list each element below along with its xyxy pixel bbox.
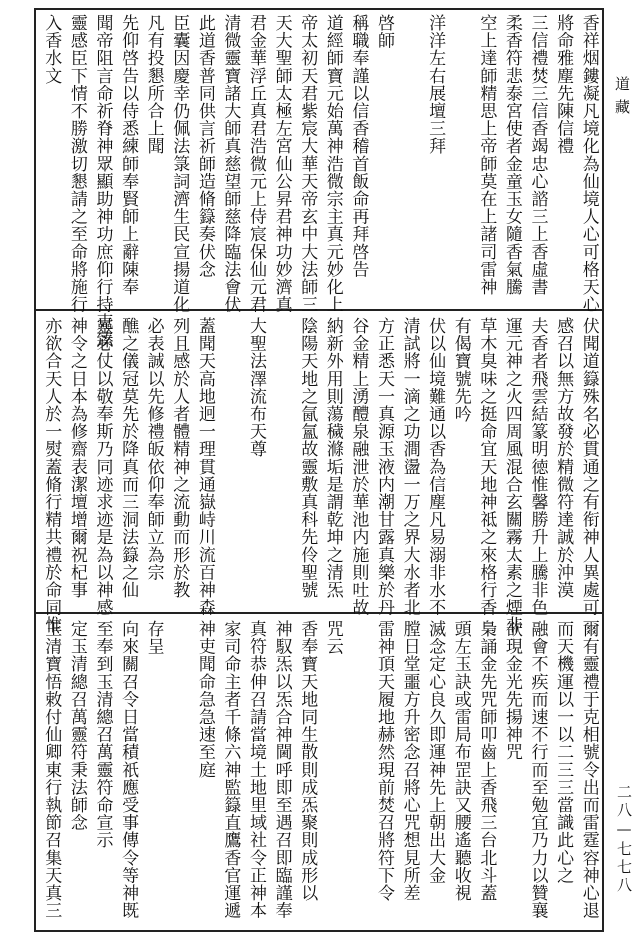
text-column: 草木臭味之挺命宜天地神祗之來格行香 — [476, 317, 497, 617]
text-column: 方正悉天一真源玉液内潮甘露真樂於丹 — [373, 317, 394, 617]
text-column: 香祥烟鏤凝凡境化為仙境人心可格天心 — [578, 14, 599, 314]
text-column: 梟誦金先咒師叩齒上香飛三台北斗蓋 — [476, 620, 497, 902]
side-label: 道藏 — [613, 76, 631, 122]
text-column: 臣囊因慶幸仍佩法箓詞濟生民宣揚道化 — [169, 14, 190, 314]
text-column: 入香水文 — [41, 14, 62, 85]
text-column: 玉清寶悟敕付仙卿東行執節召集天真三 — [41, 620, 62, 920]
text-column: 靈必仗以敬奉斯乃同迹求迹是為以神感 — [92, 317, 113, 617]
text-column: 融會不疾而速不行而至勉宜乃力以贊襄 — [527, 620, 548, 920]
text-column: 凡有投懇所合上聞 — [143, 14, 164, 155]
text-column: 此道香普同供言祈師造脩籙奏伏念 — [194, 14, 215, 278]
text-column: 洋洋左右展壇三拜 — [425, 14, 446, 155]
text-column: 欲現金光先揚神咒 — [501, 620, 522, 761]
text-column: 君金華浮丘真君浩微元上侍宸保仙元君 — [246, 14, 267, 314]
text-column: 天大聖師太極左宮仙公昇君神功妙濟真 — [271, 14, 292, 314]
text-column: 定玉清總召萬靈符秉法師念 — [66, 620, 87, 832]
text-column: 神令之日本為修齋表潔壇增爾祝杞事 — [66, 317, 87, 599]
panel-divider-top — [34, 309, 604, 311]
text-column: 滅念定心良久即運神先上朝出大金 — [425, 620, 446, 884]
text-column: 神馭炁以炁合神閫呼即至遇召即臨謹奉 — [271, 620, 292, 920]
text-column: 存呈 — [143, 620, 164, 656]
text-column: 真符恭伸召請當境土地里域社令正神本 — [246, 620, 267, 920]
text-column: 納新外用則蕩穢滌垢是謂乾坤之清炁 — [322, 317, 343, 599]
text-column: 靈感臣下情不勝激切懇請之至命將施行 — [66, 14, 87, 314]
text-column: 先仰啓告以侍悉練師奉賢師上辭陳奉 — [118, 14, 139, 296]
text-column: 膛日堂噩方升密念召將心咒想見所差 — [399, 620, 420, 902]
text-column: 頭左玉訣或雷局布罡訣又腰遙聽收視 — [450, 620, 471, 902]
text-column: 柔香符悲泰宮使者金童玉女隨香氣騰 — [501, 14, 522, 296]
text-column: 伏以仙境難通以香為信塵凡易溺非水不 — [425, 317, 446, 617]
text-column: 大聖法澤流布天尊 — [246, 317, 267, 458]
text-column: 伏聞道籙殊名必貫通之有衔神人異處可 — [578, 317, 599, 617]
text-column: 感召以無方故發於精微符達誠於沖漠 — [553, 317, 574, 599]
text-column: 聞帝阻言命祈脊神眾顯助神功庶仰行持克臻 — [92, 14, 113, 349]
text-column: 蓋聞天高地迥一理貫通嶽峙川流百神森 — [194, 317, 215, 617]
text-column: 夫香者飛雲結篆明徳惟馨勝升上騰非色 — [527, 317, 548, 617]
text-column: 運元神之火四周風混合玄關霧太素之煙非 — [501, 317, 522, 634]
text-column: 稱職奉謹以信香稽首飯命再拜啓告 — [348, 14, 369, 278]
text-column: 陰陽天地之氤氳故靈敷真科先伶聖號 — [297, 317, 318, 599]
text-column: 至奉到玉清總召萬靈符命宣示 — [92, 620, 113, 849]
text-column: 爾有靈禮于克相號令出而雷霆容神心退 — [578, 620, 599, 920]
text-column: 香奉寶天地同生散則成炁聚則成形以 — [297, 620, 318, 902]
text-column: 帝太初天君紫宸大華天帝玄中大法師三 — [297, 14, 318, 314]
text-column: 谷金精上湧醴泉融泄於華池内施則吐故 — [348, 317, 369, 617]
text-column: 三信禮焚三信香竭忠心諮三上香虛書 — [527, 14, 548, 296]
text-column: 有偈寶號先吟 — [450, 317, 471, 423]
text-column: 列且感於人者體精神之流動而形於教 — [169, 317, 190, 599]
text-column: 道經師寶元始萬神浩微宗主真元妙化上 — [322, 14, 343, 314]
text-column: 清試將一滴之功澗盪一万之界大水者北 — [399, 317, 420, 617]
text-column: 空上達師精思上帝師莫在上諸司雷神 — [476, 14, 497, 296]
text-column: 向來關召令日當積祇應受事傳令等神既 — [118, 620, 139, 920]
folio-number: 二八—七七八 — [615, 784, 633, 895]
text-column: 清微靈寶諸大師真慈望師慈降臨法會伏 — [220, 14, 241, 314]
text-column: 神吏聞命急急速至庭 — [194, 620, 215, 779]
text-column: 咒云 — [322, 620, 343, 656]
text-column: 醮之儀冠莫先於降真而三洞法籙之仙 — [118, 317, 139, 599]
text-column: 雷神頂天履地赫然現前焚召將符下令 — [373, 620, 394, 902]
text-column: 啓師 — [373, 14, 394, 50]
text-column: 必表誠以先修禮皈依仰奉師立為宗 — [143, 317, 164, 581]
text-column: 亦欲合天人於一熨蓋脩行精共禮於命同惟 — [41, 317, 62, 634]
text-column: 而天機運以一以二三三當識此心之 — [553, 620, 574, 884]
text-column: 將命雅塵先陳信禮 — [553, 14, 574, 155]
text-column: 家司命主者千條六神監籙直鷹香官運遞 — [220, 620, 241, 920]
